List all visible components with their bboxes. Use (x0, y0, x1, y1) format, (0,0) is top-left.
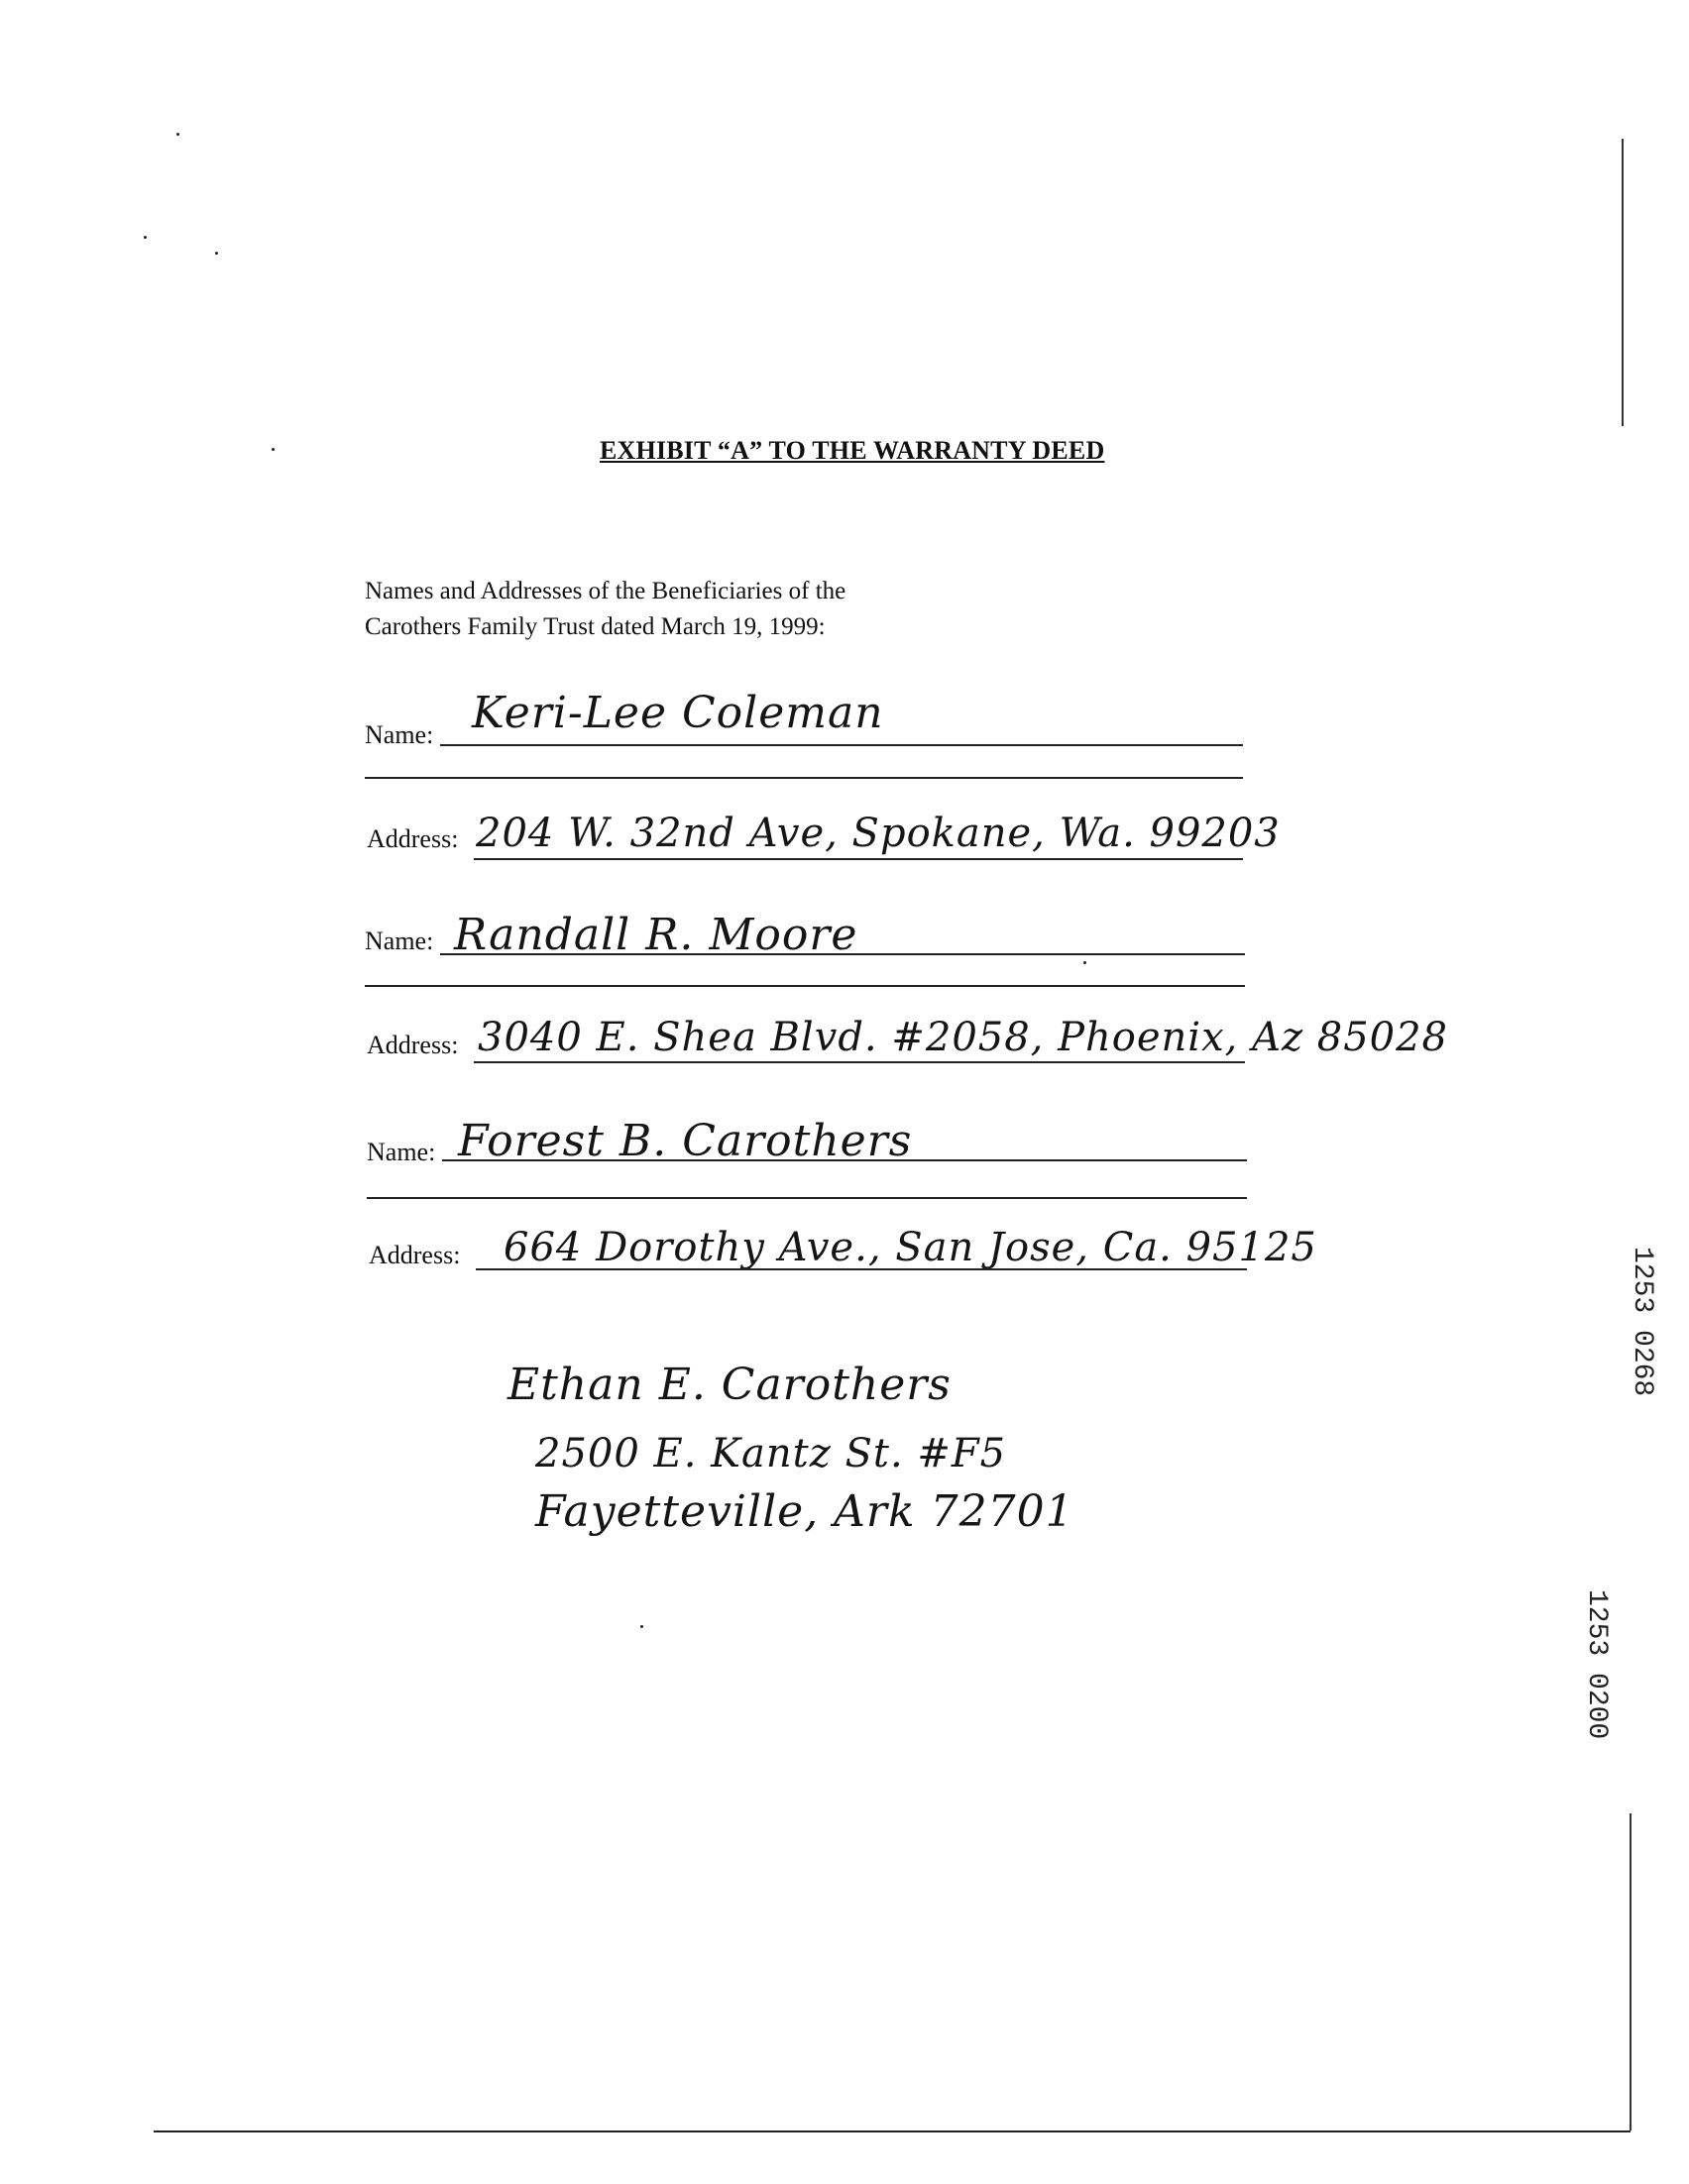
beneficiary-address-1: 204 W. 32nd Ave, Spokane, Wa. 99203 (476, 811, 1281, 856)
document-stamp-1: 1253 0268 (1627, 1247, 1657, 1397)
blank-line-1 (365, 777, 1243, 779)
name-line-3 (442, 1159, 1247, 1161)
address-label-3: Address: (369, 1241, 461, 1269)
address-label-1: Address: (367, 824, 459, 853)
name-line-1 (440, 744, 1243, 746)
handwritten-city-4: Fayetteville, Ark 72701 (535, 1486, 1074, 1537)
beneficiary-name-3: Forest B. Carothers (458, 1116, 913, 1166)
name-label-1: Name: (365, 720, 434, 749)
scan-speck (176, 133, 179, 136)
handwritten-address-4: 2500 E. Kantz St. #F5 (535, 1431, 1007, 1476)
beneficiary-name-1: Keri-Lee Coleman (472, 688, 884, 738)
address-line-3 (476, 1268, 1247, 1270)
intro-line-2: Carothers Family Trust dated March 19, 1999: (365, 613, 826, 640)
handwritten-name-4: Ethan E. Carothers (507, 1360, 952, 1410)
name-line-2 (440, 953, 1245, 955)
intro-line-1: Names and Addresses of the Beneficiaries of the (365, 578, 846, 604)
scan-speck (640, 1625, 643, 1628)
margin-line-bottom (1630, 1813, 1632, 2130)
blank-line-3 (367, 1197, 1247, 1199)
address-line-2 (474, 1061, 1245, 1063)
scan-speck (1083, 961, 1086, 964)
scan-speck (144, 236, 147, 239)
document-stamp-2: 1253 0200 (1581, 1589, 1612, 1740)
address-label-2: Address: (367, 1031, 459, 1059)
beneficiary-name-2: Randall R. Moore (454, 910, 858, 960)
beneficiary-address-3: 664 Dorothy Ave., San Jose, Ca. 95125 (504, 1225, 1317, 1270)
name-label-3: Name: (367, 1138, 436, 1166)
name-label-2: Name: (365, 927, 434, 955)
blank-line-2 (365, 985, 1245, 987)
scan-speck (272, 448, 275, 451)
bottom-border-line (154, 2130, 1631, 2132)
scan-speck (215, 252, 218, 255)
document-title: EXHIBIT “A” TO THE WARRANTY DEED (600, 436, 1105, 465)
margin-line-top (1622, 139, 1624, 426)
beneficiary-address-2: 3040 E. Shea Blvd. #2058, Phoenix, Az 85028 (478, 1015, 1448, 1060)
address-line-1 (474, 858, 1243, 860)
